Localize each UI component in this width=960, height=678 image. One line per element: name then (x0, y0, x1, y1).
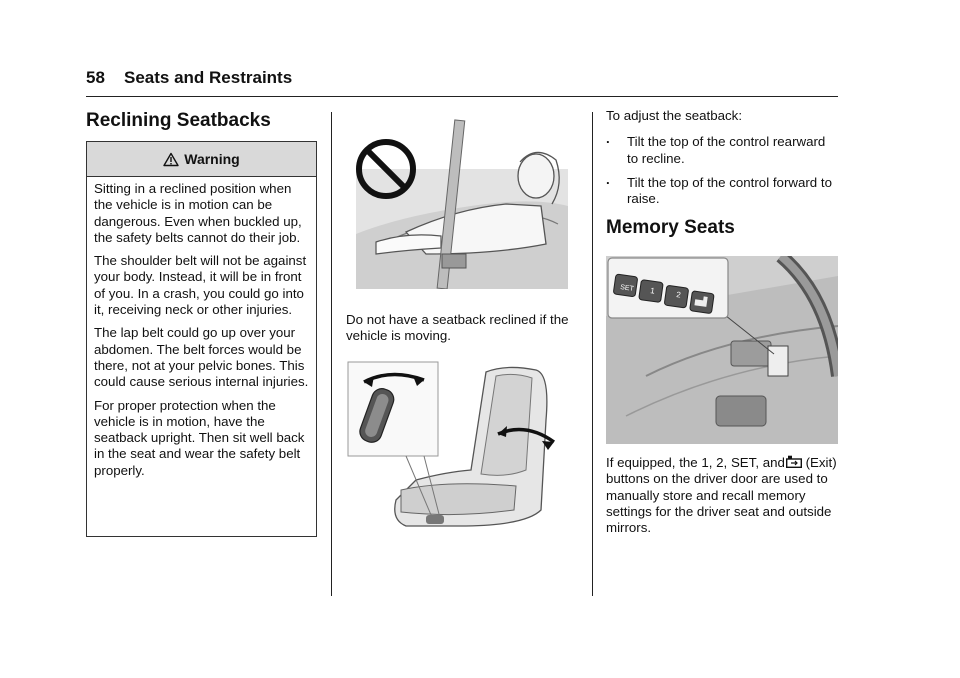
memory-text-end: (Exit) buttons on the driver door are used to manually store and recall memory settings for the driver seat and outside mirrors. (606, 455, 837, 536)
button-label-2: 2 (675, 290, 682, 300)
page-header (86, 68, 838, 97)
seatback-control-illustration (346, 360, 568, 540)
adjust-intro: To adjust the seatback: (606, 108, 743, 123)
warning-paragraph: The lap belt could go up over your abdomen. The belt forces would be there, not at your pelvic bones. This could cause serious internal injuries. (94, 325, 309, 390)
memory-text-start: If equipped, the 1, 2, SET, and (606, 455, 785, 470)
caption-text: Do not have a seatback reclined if the vehicle is moving. (346, 312, 569, 344)
column-divider-left (331, 112, 332, 596)
warning-title: Warning (184, 151, 240, 167)
section-title: Seats and Restraints (124, 68, 293, 87)
bullet-item: . Tilt the top of the control forward to raise. (606, 175, 838, 208)
heading-memory-seats: Memory Seats (606, 217, 735, 238)
warning-paragraph: Sitting in a reclined position when the vehicle is in motion can be dangerous. Even when buckled up, the safety belts cannot do their job. (94, 181, 302, 245)
bullet-item: . Tilt the top of the control rearward to recline. (606, 134, 838, 167)
warning-paragraph: For proper protection when the vehicle is in motion, have the seatback upright. Then sit well back in the seat and wear the safety belt properly. (94, 397, 305, 478)
adjust-bullet-list (606, 134, 838, 207)
warning-body (87, 177, 316, 479)
reclined-passenger-illustration (346, 114, 568, 289)
column-divider-right (592, 112, 593, 596)
warning-box (86, 141, 317, 537)
adjust-instructions (606, 108, 838, 215)
memory-seat-buttons-illustration (606, 256, 838, 444)
warning-triangle-icon (163, 152, 179, 167)
memory-seats-description (606, 455, 838, 536)
figure-caption (346, 312, 578, 345)
warning-header (87, 142, 316, 177)
button-label-1: 1 (649, 286, 656, 296)
exit-door-icon (786, 455, 802, 468)
memory-paragraph (606, 455, 838, 536)
heading-reclining-seatbacks: Reclining Seatbacks (86, 110, 271, 131)
warning-paragraph: The shoulder belt will not be against your body. Instead, it will be in front of you. In a crash, you could go into it, receiving neck or other injuries. (94, 253, 307, 318)
page-number: 58 (86, 68, 105, 87)
button-label-set: SET (619, 284, 635, 293)
